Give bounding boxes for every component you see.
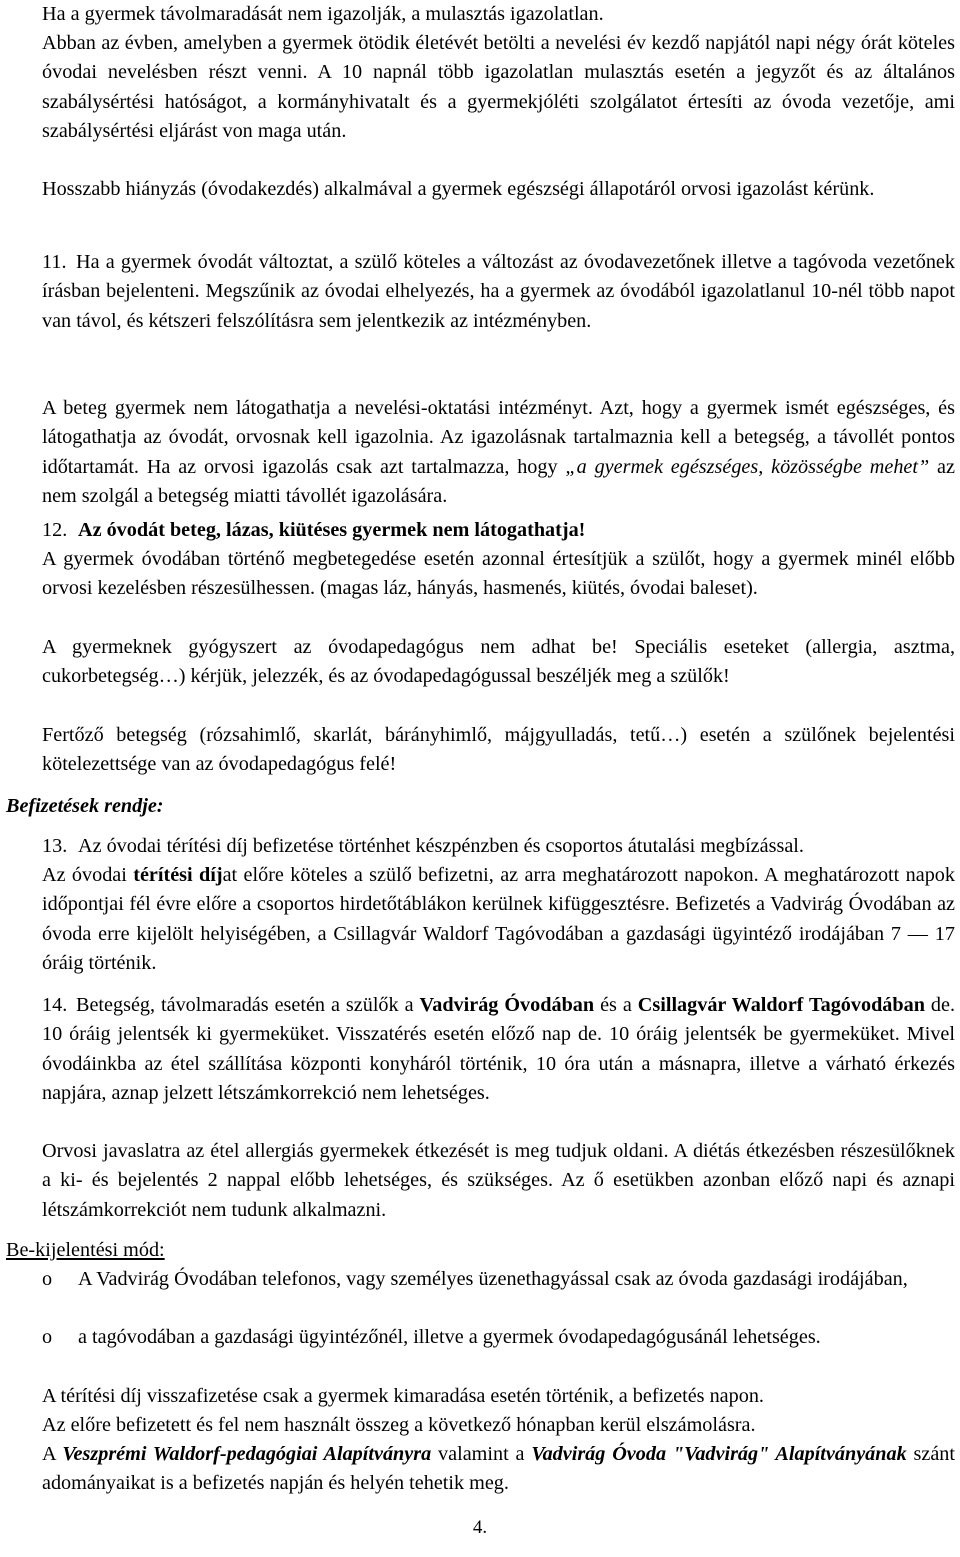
bullet-glyph: o: [42, 1326, 53, 1348]
item-number: 11.: [42, 251, 67, 273]
item-12-heading: Az óvodát beteg, lázas, kiütéses gyermek nem látogathatja!: [78, 519, 586, 541]
item-13-line-1: Az óvodai térítési díj befizetése történhet készpénzben és csoportos átutalási megbízással.: [78, 835, 804, 857]
page-number: 4.: [472, 1517, 488, 1538]
bekijelentes-title: Be-kijelentési mód:: [6, 1239, 165, 1261]
list-item: A Vadvirág Óvodában telefonos, vagy személyes üzenethagyással csak az óvoda gazdasági irodájában,: [78, 1268, 908, 1290]
item-14-para-2: Orvosi javaslatra az étel allergiás gyermekek étkezését is meg tudjuk oldani. A diétás étkezésben részesülőknek a ki- és bejelentés 2 nappal előbb lehetséges, és szükséges. Az ő esetükben azonban előző napi és aznapi létszámkorrekciót nem tudunk alkalmazni.: [42, 1140, 955, 1221]
item-12-para-1: A gyermek óvodában történő megbetegedése esetén azonnal értesítjük a szülőt, hogy a gyermek minél előbb orvosi kezelésben részesülhessen. (magas láz, hányás, hasmenés, kiütés, óvodai baleset).: [42, 548, 955, 600]
intro-paragraph: Abban az évben, amelyben a gyermek ötödik életévét betölti a nevelési év kezdő napjától napi négy órát köteles óvodai nevelésben részt venni. A 10 napnál több igazolatlan mulasztás esetén a jegyzőt és az általános szabálysértési hatóságot, a kormányhivatalt és a gyermekjóléti szolgálatot értesíti az óvoda vezetője, ami szabálysértési eljárást von maga után.: [42, 32, 955, 142]
item-13-text: Az óvodai térítési díjat előre köteles a szülő befizetni, az arra meghatározott napokon. A meghatározott napok időpontjai fél évre előre a csoportos hirdetőtáblákon kerülnek kifüggesztésre. Befizetés a Vadvirág Óvodában az óvoda erre kijelölt helyiségében, a Csillagvár Waldorf Tagóvodában a gazdasági ügyintéző irodájában 7 — 17 óráig történik.: [42, 864, 955, 974]
absence-line: Ha a gyermek távolmaradását nem igazolják, a mulasztás igazolatlan.: [42, 3, 604, 25]
item-12-para-2: A gyermeknek gyógyszert az óvodapedagógus nem adhat be! Speciális eseteket (allergia, asztma, cukorbetegség…) kérjük, jelezzék, és az óvodapedagógussal beszéljék meg a szülők!: [42, 636, 955, 688]
item-number: 14.: [42, 994, 68, 1016]
list-item: a tagóvodában a gazdasági ügyintézőnél, illetve a gyermek óvodapedagógusánál lehetséges.: [78, 1326, 821, 1348]
settlement-line: Az előre befizetett és fel nem használt összeg a következő hónapban kerül elszámolásra.: [42, 1414, 756, 1436]
item-11-text-b: A beteg gyermek nem látogathatja a nevelési-oktatási intézményt. Azt, hogy a gyermek ismét egészséges, és látogathatja az óvodát, orvosnak kell igazolnia. Az igazolásnak tartalmaznia kell a betegség, a távollét pontos időtartamát. Ha az orvosi igazolás csak azt tartalmazza, hogy „a gyermek egészséges, közösségbe mehet” az nem szolgál a betegség miatti távollét igazolására.: [42, 397, 955, 507]
refund-line: A térítési díj visszafizetése csak a gyermek kimaradása esetén történik, a befizetés napon.: [42, 1385, 764, 1407]
section-title: Befizetések rendje:: [6, 795, 164, 817]
item-12-para-3: Fertőző betegség (rózsahimlő, skarlát, bárányhimlő, májgyulladás, tetű…) esetén a szülőnek bejelentési kötelezettsége van az óvodapedagógus felé!: [42, 724, 955, 776]
intro-paragraph-2: Hosszabb hiányzás (óvodakezdés) alkalmával a gyermek egészségi állapotáról orvosi igazolást kérünk.: [42, 178, 875, 200]
item-11-text-a: Ha a gyermek óvodát változtat, a szülő köteles a változást az óvodavezetőnek illetve a tagóvoda vezetőnek írásban bejelenteni. Megszűnik az óvodai elhelyezés, ha a gyermek az óvodából igazolatlanul 10-nél több napot van távol, és kétszeri felszólításra sem jelentkezik az intézményben.: [42, 251, 955, 332]
item-number: 13.: [42, 835, 68, 857]
bullet-glyph: o: [42, 1268, 53, 1290]
item-14-text: Betegség, távolmaradás esetén a szülők a Vadvirág Óvodában és a Csillagvár Waldorf Tagóvodában de. 10 óráig jelentsék ki gyermeküket. Visszatérés esetén előző nap de. 10 óráig jelentsék be gyermeküket. Mivel óvodáinkba az étel szállítása központi konyháról történik, 10 óra után a másnapra, illetve a várható érkezés napjára, aznap jelzett létszámkorrekció nem lehetséges.: [42, 994, 956, 1104]
quote-text: „a gyermek egészséges, közösségbe mehet”: [565, 455, 930, 478]
item-number: 12.: [42, 519, 68, 541]
donation-paragraph: A Veszprémi Waldorf-pedagógiai Alapítványra valamint a Vadvirág Óvoda "Vadvirág" Alapítványának szánt adományaikat is a befizetés napján és helyén tehetik meg.: [42, 1443, 956, 1495]
